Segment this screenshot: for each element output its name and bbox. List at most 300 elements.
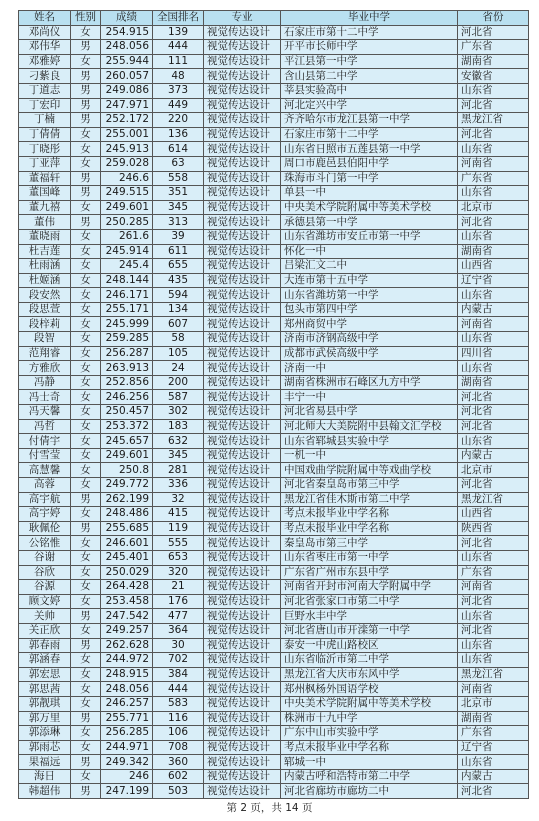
cell-name: 海日 xyxy=(19,769,71,784)
cell-name: 高慧馨 xyxy=(19,463,71,478)
cell-major: 视觉传达设计 xyxy=(204,113,281,128)
cell-score: 246.256 xyxy=(101,390,153,405)
cell-name: 邓尚仪 xyxy=(19,25,71,40)
cell-province: 内蒙古 xyxy=(458,448,529,463)
cell-major: 视觉传达设计 xyxy=(204,171,281,186)
cell-name: 段思萱 xyxy=(19,302,71,317)
cell-province: 湖南省 xyxy=(458,711,529,726)
cell-name: 丁宏印 xyxy=(19,98,71,113)
cell-score: 264.428 xyxy=(101,580,153,595)
cell-name: 杜吉莲 xyxy=(19,244,71,259)
cell-name: 关帅 xyxy=(19,609,71,624)
cell-score: 246.601 xyxy=(101,536,153,551)
cell-score: 250.457 xyxy=(101,405,153,420)
cell-school: 广东中山市实验中学 xyxy=(281,726,458,741)
cell-sex: 男 xyxy=(71,755,101,770)
cell-sex: 女 xyxy=(71,696,101,711)
cell-sex: 女 xyxy=(71,273,101,288)
cell-rank: 555 xyxy=(153,536,204,551)
cell-province: 山东省 xyxy=(458,755,529,770)
cell-rank: 444 xyxy=(153,682,204,697)
cell-school: 济南一中 xyxy=(281,361,458,376)
cell-score: 246 xyxy=(101,769,153,784)
cell-sex: 女 xyxy=(71,390,101,405)
cell-name: 耿佩伦 xyxy=(19,521,71,536)
cell-school: 郑州枫杨外国语学校 xyxy=(281,682,458,697)
cell-rank: 602 xyxy=(153,769,204,784)
cell-school: 中央美术学院附属中等美术学校 xyxy=(281,200,458,215)
cell-province: 河北省 xyxy=(458,98,529,113)
cell-province: 山东省 xyxy=(458,434,529,449)
cell-school: 珠海市斗门第一中学 xyxy=(281,171,458,186)
cell-rank: 200 xyxy=(153,375,204,390)
table-row xyxy=(19,682,529,697)
cell-sex: 男 xyxy=(71,171,101,186)
cell-name: 郭春雨 xyxy=(19,638,71,653)
table-row xyxy=(19,273,529,288)
table-row xyxy=(19,609,529,624)
table-row xyxy=(19,478,529,493)
cell-rank: 58 xyxy=(153,332,204,347)
cell-name: 段梓莉 xyxy=(19,317,71,332)
cell-score: 252.856 xyxy=(101,375,153,390)
cell-major: 视觉传达设计 xyxy=(204,332,281,347)
table-row xyxy=(19,448,529,463)
table-row xyxy=(19,726,529,741)
cell-sex: 女 xyxy=(71,317,101,332)
cell-rank: 136 xyxy=(153,127,204,142)
cell-name: 郭涵春 xyxy=(19,653,71,668)
table-row xyxy=(19,419,529,434)
cell-sex: 女 xyxy=(71,419,101,434)
cell-major: 视觉传达设计 xyxy=(204,259,281,274)
table-row xyxy=(19,784,529,799)
cell-rank: 39 xyxy=(153,229,204,244)
cell-rank: 48 xyxy=(153,69,204,84)
cell-sex: 女 xyxy=(71,667,101,682)
cell-score: 245.914 xyxy=(101,244,153,259)
table-row xyxy=(19,25,529,40)
score-sheet xyxy=(18,10,528,799)
table-row xyxy=(19,492,529,507)
cell-score: 248.056 xyxy=(101,682,153,697)
cell-major: 视觉传达设计 xyxy=(204,521,281,536)
cell-province: 北京市 xyxy=(458,463,529,478)
cell-major: 视觉传达设计 xyxy=(204,273,281,288)
cell-school: 齐齐哈尔市龙江县第一中学 xyxy=(281,113,458,128)
cell-rank: 632 xyxy=(153,434,204,449)
table-row xyxy=(19,507,529,522)
table-row xyxy=(19,69,529,84)
cell-province: 湖南省 xyxy=(458,244,529,259)
cell-rank: 708 xyxy=(153,740,204,755)
cell-score: 263.913 xyxy=(101,361,153,376)
table-row xyxy=(19,667,529,682)
cell-school: 河北省廊坊市廊坊二中 xyxy=(281,784,458,799)
cell-rank: 444 xyxy=(153,40,204,55)
cell-school: 河北省唐山市开滦第一中学 xyxy=(281,623,458,638)
table-header-row xyxy=(19,11,529,26)
cell-major: 视觉传达设计 xyxy=(204,492,281,507)
header-rank: 全国排名 xyxy=(153,11,204,26)
cell-province: 广东省 xyxy=(458,726,529,741)
cell-province: 河北省 xyxy=(458,390,529,405)
cell-score: 247.971 xyxy=(101,98,153,113)
cell-school: 河北省秦皇岛市第三中学 xyxy=(281,478,458,493)
table-row xyxy=(19,83,529,98)
cell-sex: 女 xyxy=(71,507,101,522)
cell-sex: 女 xyxy=(71,156,101,171)
cell-major: 视觉传达设计 xyxy=(204,317,281,332)
cell-sex: 男 xyxy=(71,69,101,84)
cell-province: 北京市 xyxy=(458,200,529,215)
cell-rank: 583 xyxy=(153,696,204,711)
cell-rank: 373 xyxy=(153,83,204,98)
cell-name: 高宇航 xyxy=(19,492,71,507)
cell-major: 视觉传达设计 xyxy=(204,448,281,463)
cell-rank: 183 xyxy=(153,419,204,434)
cell-sex: 男 xyxy=(71,638,101,653)
cell-score: 249.772 xyxy=(101,478,153,493)
cell-score: 244.972 xyxy=(101,653,153,668)
cell-major: 视觉传达设计 xyxy=(204,244,281,259)
cell-major: 视觉传达设计 xyxy=(204,200,281,215)
cell-name: 果福远 xyxy=(19,755,71,770)
cell-rank: 655 xyxy=(153,259,204,274)
cell-school: 山东省潍坊第一中学 xyxy=(281,288,458,303)
cell-score: 249.342 xyxy=(101,755,153,770)
header-name: 姓名 xyxy=(19,11,71,26)
cell-name: 邓伟华 xyxy=(19,40,71,55)
cell-name: 董福轩 xyxy=(19,171,71,186)
cell-school: 郓城一中 xyxy=(281,755,458,770)
header-sex: 性别 xyxy=(71,11,101,26)
cell-major: 视觉传达设计 xyxy=(204,755,281,770)
cell-score: 259.285 xyxy=(101,332,153,347)
cell-score: 245.4 xyxy=(101,259,153,274)
cell-major: 视觉传达设计 xyxy=(204,419,281,434)
cell-major: 视觉传达设计 xyxy=(204,580,281,595)
cell-sex: 女 xyxy=(71,200,101,215)
cell-province: 山东省 xyxy=(458,142,529,157)
cell-school: 山东省郓城县实验中学 xyxy=(281,434,458,449)
cell-name: 杜姬涵 xyxy=(19,273,71,288)
table-row xyxy=(19,215,529,230)
cell-sex: 女 xyxy=(71,682,101,697)
cell-major: 视觉传达设计 xyxy=(204,784,281,799)
cell-name: 董晓雨 xyxy=(19,229,71,244)
cell-province: 黑龙江省 xyxy=(458,667,529,682)
header-major: 专业 xyxy=(204,11,281,26)
cell-rank: 364 xyxy=(153,623,204,638)
cell-major: 视觉传达设计 xyxy=(204,40,281,55)
cell-province: 河南省 xyxy=(458,682,529,697)
cell-school: 黑龙江省大庆市东风中学 xyxy=(281,667,458,682)
cell-rank: 220 xyxy=(153,113,204,128)
cell-major: 视觉传达设计 xyxy=(204,83,281,98)
cell-score: 255.944 xyxy=(101,54,153,69)
cell-score: 244.971 xyxy=(101,740,153,755)
cell-major: 视觉传达设计 xyxy=(204,405,281,420)
cell-rank: 477 xyxy=(153,609,204,624)
cell-province: 河南省 xyxy=(458,580,529,595)
cell-major: 视觉传达设计 xyxy=(204,623,281,638)
cell-sex: 女 xyxy=(71,332,101,347)
cell-score: 253.372 xyxy=(101,419,153,434)
cell-school: 山东省潍坊市安丘市第一中学 xyxy=(281,229,458,244)
cell-school: 广东省广州市东县中学 xyxy=(281,565,458,580)
cell-province: 山西省 xyxy=(458,259,529,274)
cell-score: 255.001 xyxy=(101,127,153,142)
cell-sex: 女 xyxy=(71,244,101,259)
cell-province: 河北省 xyxy=(458,127,529,142)
cell-school: 株洲市十九中学 xyxy=(281,711,458,726)
cell-sex: 男 xyxy=(71,113,101,128)
cell-score: 247.199 xyxy=(101,784,153,799)
cell-major: 视觉传达设计 xyxy=(204,594,281,609)
cell-sex: 女 xyxy=(71,623,101,638)
page-footer: 第 2 页，共 14 页 xyxy=(226,802,313,814)
cell-sex: 女 xyxy=(71,580,101,595)
cell-rank: 116 xyxy=(153,711,204,726)
cell-rank: 384 xyxy=(153,667,204,682)
table-row xyxy=(19,769,529,784)
cell-major: 视觉传达设计 xyxy=(204,346,281,361)
cell-name: 董伟 xyxy=(19,215,71,230)
cell-sex: 男 xyxy=(71,521,101,536)
cell-name: 董国峰 xyxy=(19,186,71,201)
cell-score: 246.171 xyxy=(101,288,153,303)
cell-school: 包头市第四中学 xyxy=(281,302,458,317)
cell-major: 视觉传达设计 xyxy=(204,696,281,711)
cell-school: 湖南省株洲市石峰区九方中学 xyxy=(281,375,458,390)
score-table xyxy=(18,10,529,799)
table-row xyxy=(19,98,529,113)
cell-major: 视觉传达设计 xyxy=(204,142,281,157)
cell-rank: 336 xyxy=(153,478,204,493)
cell-province: 陕西省 xyxy=(458,521,529,536)
table-row xyxy=(19,623,529,638)
cell-major: 视觉传达设计 xyxy=(204,229,281,244)
cell-name: 丁楠 xyxy=(19,113,71,128)
cell-province: 内蒙古 xyxy=(458,302,529,317)
cell-score: 249.515 xyxy=(101,186,153,201)
cell-score: 247.542 xyxy=(101,609,153,624)
cell-score: 249.601 xyxy=(101,448,153,463)
table-row xyxy=(19,127,529,142)
table-row xyxy=(19,142,529,157)
cell-name: 冯天馨 xyxy=(19,405,71,420)
cell-name: 郭靓琪 xyxy=(19,696,71,711)
cell-name: 冯静 xyxy=(19,375,71,390)
cell-score: 248.915 xyxy=(101,667,153,682)
table-row xyxy=(19,332,529,347)
cell-rank: 139 xyxy=(153,25,204,40)
header-score: 成绩 xyxy=(101,11,153,26)
cell-major: 视觉传达设计 xyxy=(204,69,281,84)
cell-name: 丁道志 xyxy=(19,83,71,98)
cell-name: 关正欣 xyxy=(19,623,71,638)
cell-rank: 111 xyxy=(153,54,204,69)
cell-school: 大连市第十五中学 xyxy=(281,273,458,288)
cell-school: 黑龙江省佳木斯市第二中学 xyxy=(281,492,458,507)
cell-major: 视觉传达设计 xyxy=(204,507,281,522)
cell-major: 视觉传达设计 xyxy=(204,215,281,230)
cell-province: 河北省 xyxy=(458,478,529,493)
table-row xyxy=(19,755,529,770)
cell-sex: 女 xyxy=(71,405,101,420)
cell-score: 246.257 xyxy=(101,696,153,711)
cell-sex: 女 xyxy=(71,346,101,361)
cell-name: 董九禧 xyxy=(19,200,71,215)
cell-name: 郭雨芯 xyxy=(19,740,71,755)
cell-score: 248.056 xyxy=(101,40,153,55)
cell-rank: 63 xyxy=(153,156,204,171)
cell-sex: 女 xyxy=(71,54,101,69)
cell-sex: 女 xyxy=(71,288,101,303)
cell-score: 260.057 xyxy=(101,69,153,84)
cell-name: 付倩宇 xyxy=(19,434,71,449)
cell-sex: 男 xyxy=(71,40,101,55)
table-row xyxy=(19,711,529,726)
cell-school: 河北师大大美院附中县翰文汇学校 xyxy=(281,419,458,434)
cell-name: 郭思茜 xyxy=(19,682,71,697)
cell-sex: 女 xyxy=(71,375,101,390)
cell-province: 河北省 xyxy=(458,784,529,799)
cell-score: 256.287 xyxy=(101,346,153,361)
cell-school: 莘县实验高中 xyxy=(281,83,458,98)
cell-school: 济南市济钢高级中学 xyxy=(281,332,458,347)
cell-school: 石家庄市第十二中学 xyxy=(281,25,458,40)
cell-major: 视觉传达设计 xyxy=(204,434,281,449)
table-row xyxy=(19,390,529,405)
cell-major: 视觉传达设计 xyxy=(204,638,281,653)
cell-province: 山西省 xyxy=(458,507,529,522)
cell-major: 视觉传达设计 xyxy=(204,726,281,741)
cell-rank: 594 xyxy=(153,288,204,303)
table-row xyxy=(19,580,529,595)
cell-school: 一机一中 xyxy=(281,448,458,463)
cell-name: 段智 xyxy=(19,332,71,347)
cell-school: 承德县第一中学 xyxy=(281,215,458,230)
table-row xyxy=(19,302,529,317)
cell-province: 河北省 xyxy=(458,405,529,420)
cell-province: 辽宁省 xyxy=(458,740,529,755)
cell-sex: 女 xyxy=(71,769,101,784)
cell-name: 谷谢 xyxy=(19,550,71,565)
cell-school: 成都市武侯高级中学 xyxy=(281,346,458,361)
cell-rank: 32 xyxy=(153,492,204,507)
cell-score: 248.486 xyxy=(101,507,153,522)
cell-major: 视觉传达设计 xyxy=(204,375,281,390)
cell-major: 视觉传达设计 xyxy=(204,302,281,317)
cell-sex: 女 xyxy=(71,142,101,157)
cell-school: 吕梁汇文二中 xyxy=(281,259,458,274)
cell-school: 含山县第二中学 xyxy=(281,69,458,84)
cell-score: 252.172 xyxy=(101,113,153,128)
cell-score: 255.771 xyxy=(101,711,153,726)
cell-major: 视觉传达设计 xyxy=(204,478,281,493)
cell-score: 256.285 xyxy=(101,726,153,741)
cell-name: 丁亚萍 xyxy=(19,156,71,171)
cell-rank: 302 xyxy=(153,405,204,420)
table-row xyxy=(19,288,529,303)
table-row xyxy=(19,200,529,215)
cell-province: 四川省 xyxy=(458,346,529,361)
cell-sex: 女 xyxy=(71,361,101,376)
cell-school: 单县一中 xyxy=(281,186,458,201)
cell-major: 视觉传达设计 xyxy=(204,390,281,405)
cell-major: 视觉传达设计 xyxy=(204,127,281,142)
cell-school: 山东省临沂市第二中学 xyxy=(281,653,458,668)
cell-name: 方雅欣 xyxy=(19,361,71,376)
cell-major: 视觉传达设计 xyxy=(204,25,281,40)
cell-major: 视觉传达设计 xyxy=(204,565,281,580)
table-row xyxy=(19,40,529,55)
cell-sex: 女 xyxy=(71,594,101,609)
cell-province: 山东省 xyxy=(458,361,529,376)
table-row xyxy=(19,375,529,390)
cell-name: 冯哲 xyxy=(19,419,71,434)
cell-province: 安徽省 xyxy=(458,69,529,84)
cell-province: 河北省 xyxy=(458,215,529,230)
cell-score: 253.458 xyxy=(101,594,153,609)
table-row xyxy=(19,346,529,361)
cell-province: 山东省 xyxy=(458,653,529,668)
cell-province: 山东省 xyxy=(458,638,529,653)
table-row xyxy=(19,536,529,551)
cell-sex: 男 xyxy=(71,215,101,230)
cell-score: 246.6 xyxy=(101,171,153,186)
cell-name: 郭宏思 xyxy=(19,667,71,682)
table-row xyxy=(19,171,529,186)
cell-school: 开平市长师中学 xyxy=(281,40,458,55)
cell-major: 视觉传达设计 xyxy=(204,609,281,624)
cell-rank: 614 xyxy=(153,142,204,157)
table-row xyxy=(19,521,529,536)
cell-school: 河北省张家口市第二中学 xyxy=(281,594,458,609)
cell-name: 付雪莹 xyxy=(19,448,71,463)
cell-name: 谷源 xyxy=(19,580,71,595)
cell-school: 河南省开封市河南大学附属中学 xyxy=(281,580,458,595)
cell-score: 255.171 xyxy=(101,302,153,317)
cell-rank: 360 xyxy=(153,755,204,770)
cell-score: 245.999 xyxy=(101,317,153,332)
cell-rank: 435 xyxy=(153,273,204,288)
cell-rank: 119 xyxy=(153,521,204,536)
cell-name: 范翔睿 xyxy=(19,346,71,361)
cell-school: 周口市鹿邑县伯阳中学 xyxy=(281,156,458,171)
cell-name: 冯士奇 xyxy=(19,390,71,405)
cell-school: 河北定兴中学 xyxy=(281,98,458,113)
table-row xyxy=(19,638,529,653)
cell-score: 262.199 xyxy=(101,492,153,507)
table-row xyxy=(19,405,529,420)
cell-province: 广东省 xyxy=(458,40,529,55)
cell-rank: 30 xyxy=(153,638,204,653)
cell-name: 刁紫良 xyxy=(19,69,71,84)
header-province: 省份 xyxy=(458,11,529,26)
cell-sex: 女 xyxy=(71,550,101,565)
cell-rank: 702 xyxy=(153,653,204,668)
cell-score: 262.628 xyxy=(101,638,153,653)
cell-major: 视觉传达设计 xyxy=(204,682,281,697)
cell-province: 山东省 xyxy=(458,609,529,624)
cell-name: 谷欣 xyxy=(19,565,71,580)
cell-school: 考点未报毕业中学名称 xyxy=(281,521,458,536)
cell-name: 杜雨涵 xyxy=(19,259,71,274)
cell-province: 北京市 xyxy=(458,696,529,711)
